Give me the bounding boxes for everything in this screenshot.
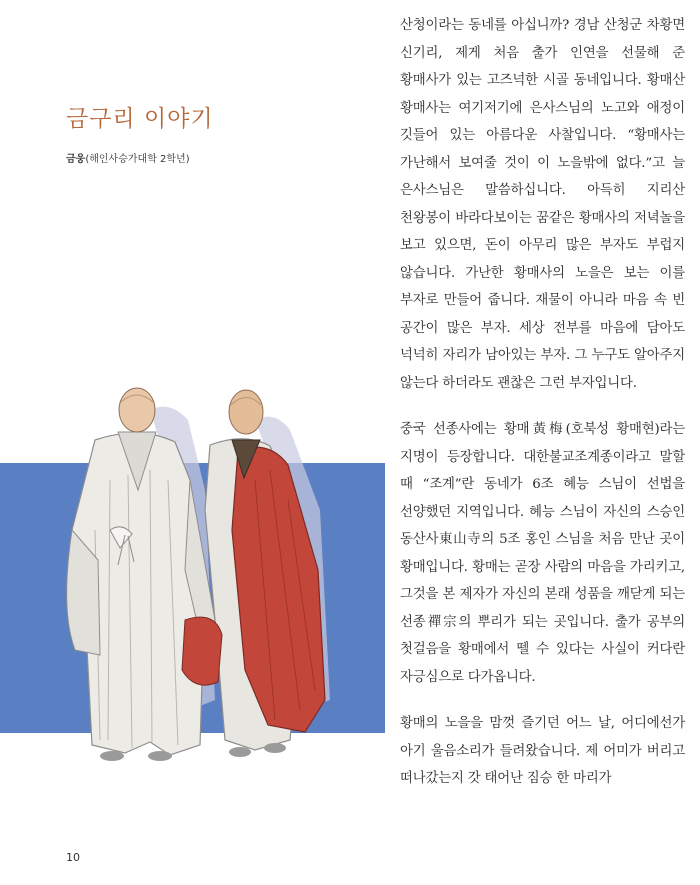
author-byline [66,150,190,165]
article-body [400,12,685,793]
author-affiliation: (해인사승가대학 2학년) [85,154,190,165]
page-number: 10 [66,851,80,864]
body-paragraph: 산청이라는 동네를 아십니까? 경남 산청군 차황면 신기리, 제게 처음 출가 인연을 선물해 준 황매사가 있는 고즈넉한 시골 동네입니다. 황매산 황매사는 여기저기에 은사스님의 노고와 애정이 깃들어 있는 아름다운 사찰입니다. “황매사는 가난해서 보여줄 것이 이 노을밖에 없다.”고 늘 은사스님은 말씀하십니다. 아득히 지리산 천왕봉이 바라다보이는 꿈같은 황매사의 저녁놀을 보고 있으면, 돈이 아무리 많은 부자도 부럽지 않습니다. 가난한 황매사의 노을은 보는 이를 부자로 만들어 줍니다. 재물이 아니라 마음 속 빈 공간이 많은 부자. 세상 전부를 마음에 담아도 넉넉히 자리가 남아있는 부자. 그 누구도 알아주지 않는다 하더라도 괜찮은 그런 부자입니다. [400,18,685,391]
two-monks-illustration [0,370,385,775]
body-paragraph: 황매의 노을을 맘껏 즐기던 어느 날, 어디에선가 아기 울음소리가 들려왔습니다. 제 어미가 버리고 떠나갔는지 갓 태어난 짐승 한 마리가 [400,716,685,786]
article-title: 금구리 이야기 [66,106,214,132]
author-name: 금웅 [66,154,86,165]
body-paragraph: 중국 선종사에는 황매黃梅(호북성 황매현)라는 지명이 등장합니다. 대한불교조계종이라고 말할 때 “조계”란 동네가 6조 혜능 스님이 선법을 선양했던 지역입니다. 혜능 스님이 자신의 스승인 동산사東山寺의 5조 홍인 스님을 처음 만난 곳이 황매입니다. 황매는 곧장 사람의 마음을 가리키고, 그것을 본 제자가 자신의 본래 성품을 깨닫게 되는 선종禪宗의 뿌리가 되는 곳입니다. 출가 공부의 첫걸음을 황매에서 뗄 수 있다는 사실이 커다란 자긍심으로 다가옵니다. [400,422,685,685]
